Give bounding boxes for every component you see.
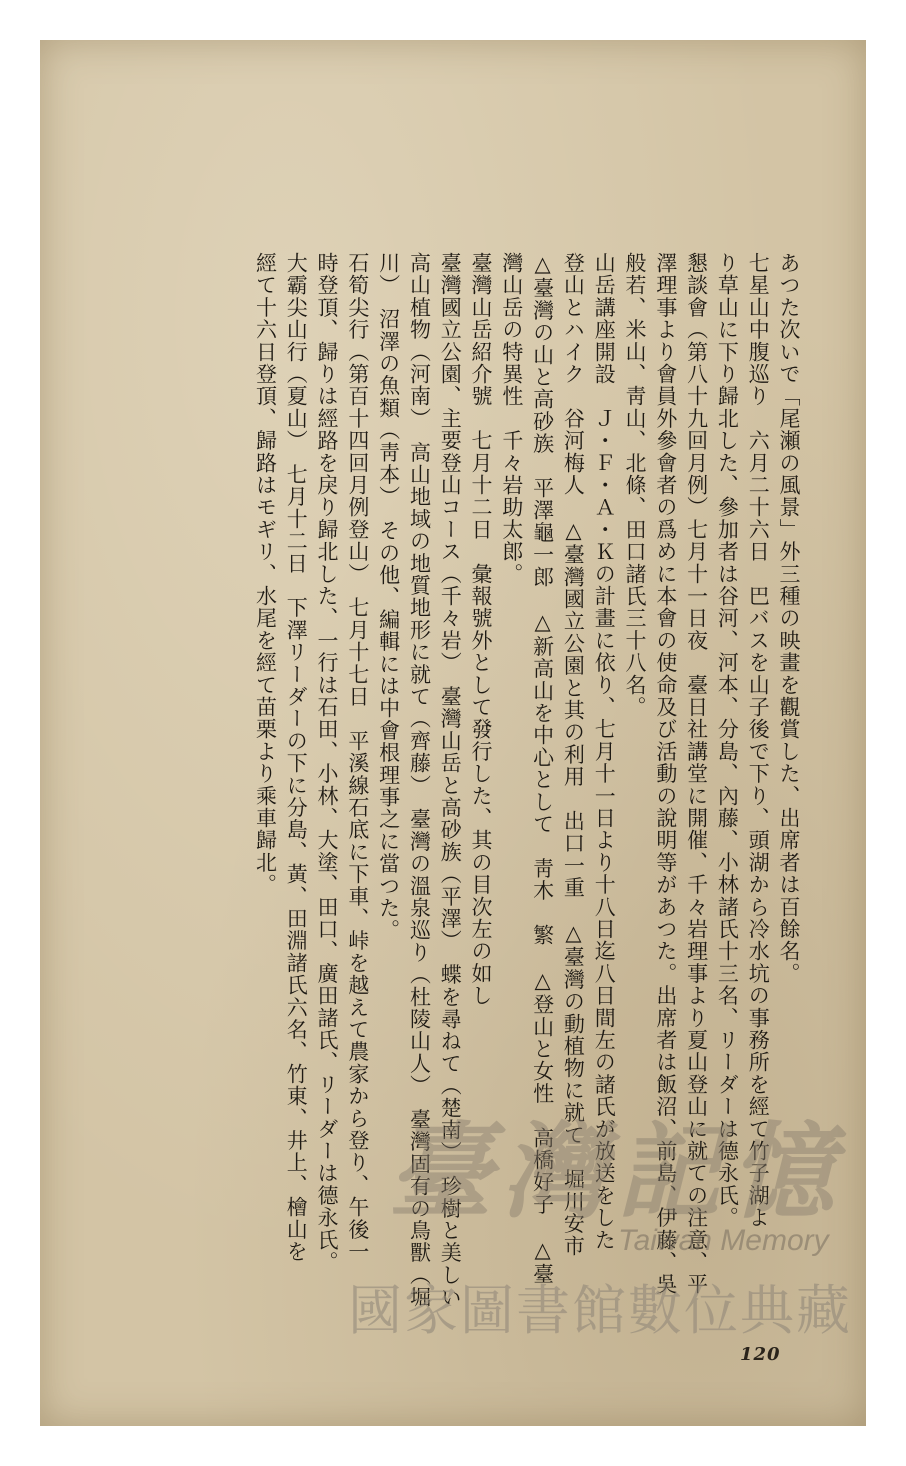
text-column: 般若、米山、靑山、北條、田口諸氏三十八名。: [623, 252, 648, 719]
text-column: 經て十六日登頂、歸路はモギリ、水尾を經て苗栗より乘車歸北。: [253, 252, 278, 896]
text-column: 灣山岳の特異性 千々岩助太郎。: [499, 252, 524, 585]
text-column: 時登頂、歸りは經路を戾り歸北した、一行は石田、小林、大塗、田口、廣田諸氏、リーダーは德永氏。: [315, 252, 340, 1274]
watermark-institution: 國家圖書館數位典藏: [348, 1279, 852, 1342]
vertical-text-body: [250, 252, 804, 1352]
text-column: 登山とハイク 谷河梅人 △臺灣國立公園と其の利用 出口一重 △臺灣の動植物に就て 堀川安市: [561, 252, 586, 1257]
text-column: 山岳講座開設 Ｊ・Ｆ・Ａ・Ｋの計畫に依り、七月十一日より十八日迄八日間左の諸氏が放送をした: [592, 252, 617, 1251]
text-column: 懇談會（第八十九回月例）七月十一日夜 臺日社講堂に開催、千々岩理事より夏山登山に就ての注意、平: [684, 252, 709, 1296]
text-column: △臺灣の山と高砂族 平澤龜一郎 △新高山を中心として 靑木 繁 △登山と女性 高橋好子 △臺: [530, 252, 555, 1286]
text-column: 大霸尖山行（夏山） 七月十二日 下澤リーダーの下に分島、黃、田淵諸氏六名、竹東、井上、檜山を: [284, 252, 309, 1263]
text-column: 七星山中腹巡り 六月二十六日 巴バスを山子後で下り、頭湖から冷水坑の事務所を經て竹子湖よ: [746, 252, 771, 1229]
text-column: 臺灣山岳紹介號 七月十二日 彙報號外として發行した、其の目次左の如し: [469, 252, 494, 1007]
watermark-english: Taiwan Memory: [618, 1224, 829, 1257]
text-column: り草山に下り歸北した、參加者は谷河、河本、分島、內藤、小林諸氏十三名、リーダーは德永氏。: [715, 252, 740, 1229]
watermark-logo: 臺灣記憶: [388, 1110, 845, 1233]
text-column: あつた次いで「尾瀬の風景」外三種の映畫を觀賞した、出席者は百餘名。: [777, 252, 801, 985]
page-number: 120: [740, 1344, 781, 1365]
text-column: 澤理事より會員外參會者の爲めに本會の使命及び活動の說明等があつた。出席者は飯沼、前島、伊藤、吳: [653, 252, 678, 1296]
text-column: 川） 沼澤の魚類（靑本） その他、編輯には中會根理事之に當つた。: [376, 252, 401, 942]
text-column: 臺灣國立公園、主要登山コース（千々岩） 臺灣山岳と高砂族（平澤） 蝶を尋ねて（楚南） 珍樹と美しい: [438, 252, 463, 1309]
text-column: 高山植物（河南） 高山地域の地質地形に就て（齊藤） 臺灣の溫泉巡り（杜陵山人） 臺灣固有の鳥獸（堀: [407, 252, 432, 1309]
text-column: 石筍尖行（第百十四回月例登山） 七月十七日 平溪線石底に下車、峠を越えて農家から登り、午後一: [345, 252, 370, 1263]
book-page: [40, 40, 866, 1426]
